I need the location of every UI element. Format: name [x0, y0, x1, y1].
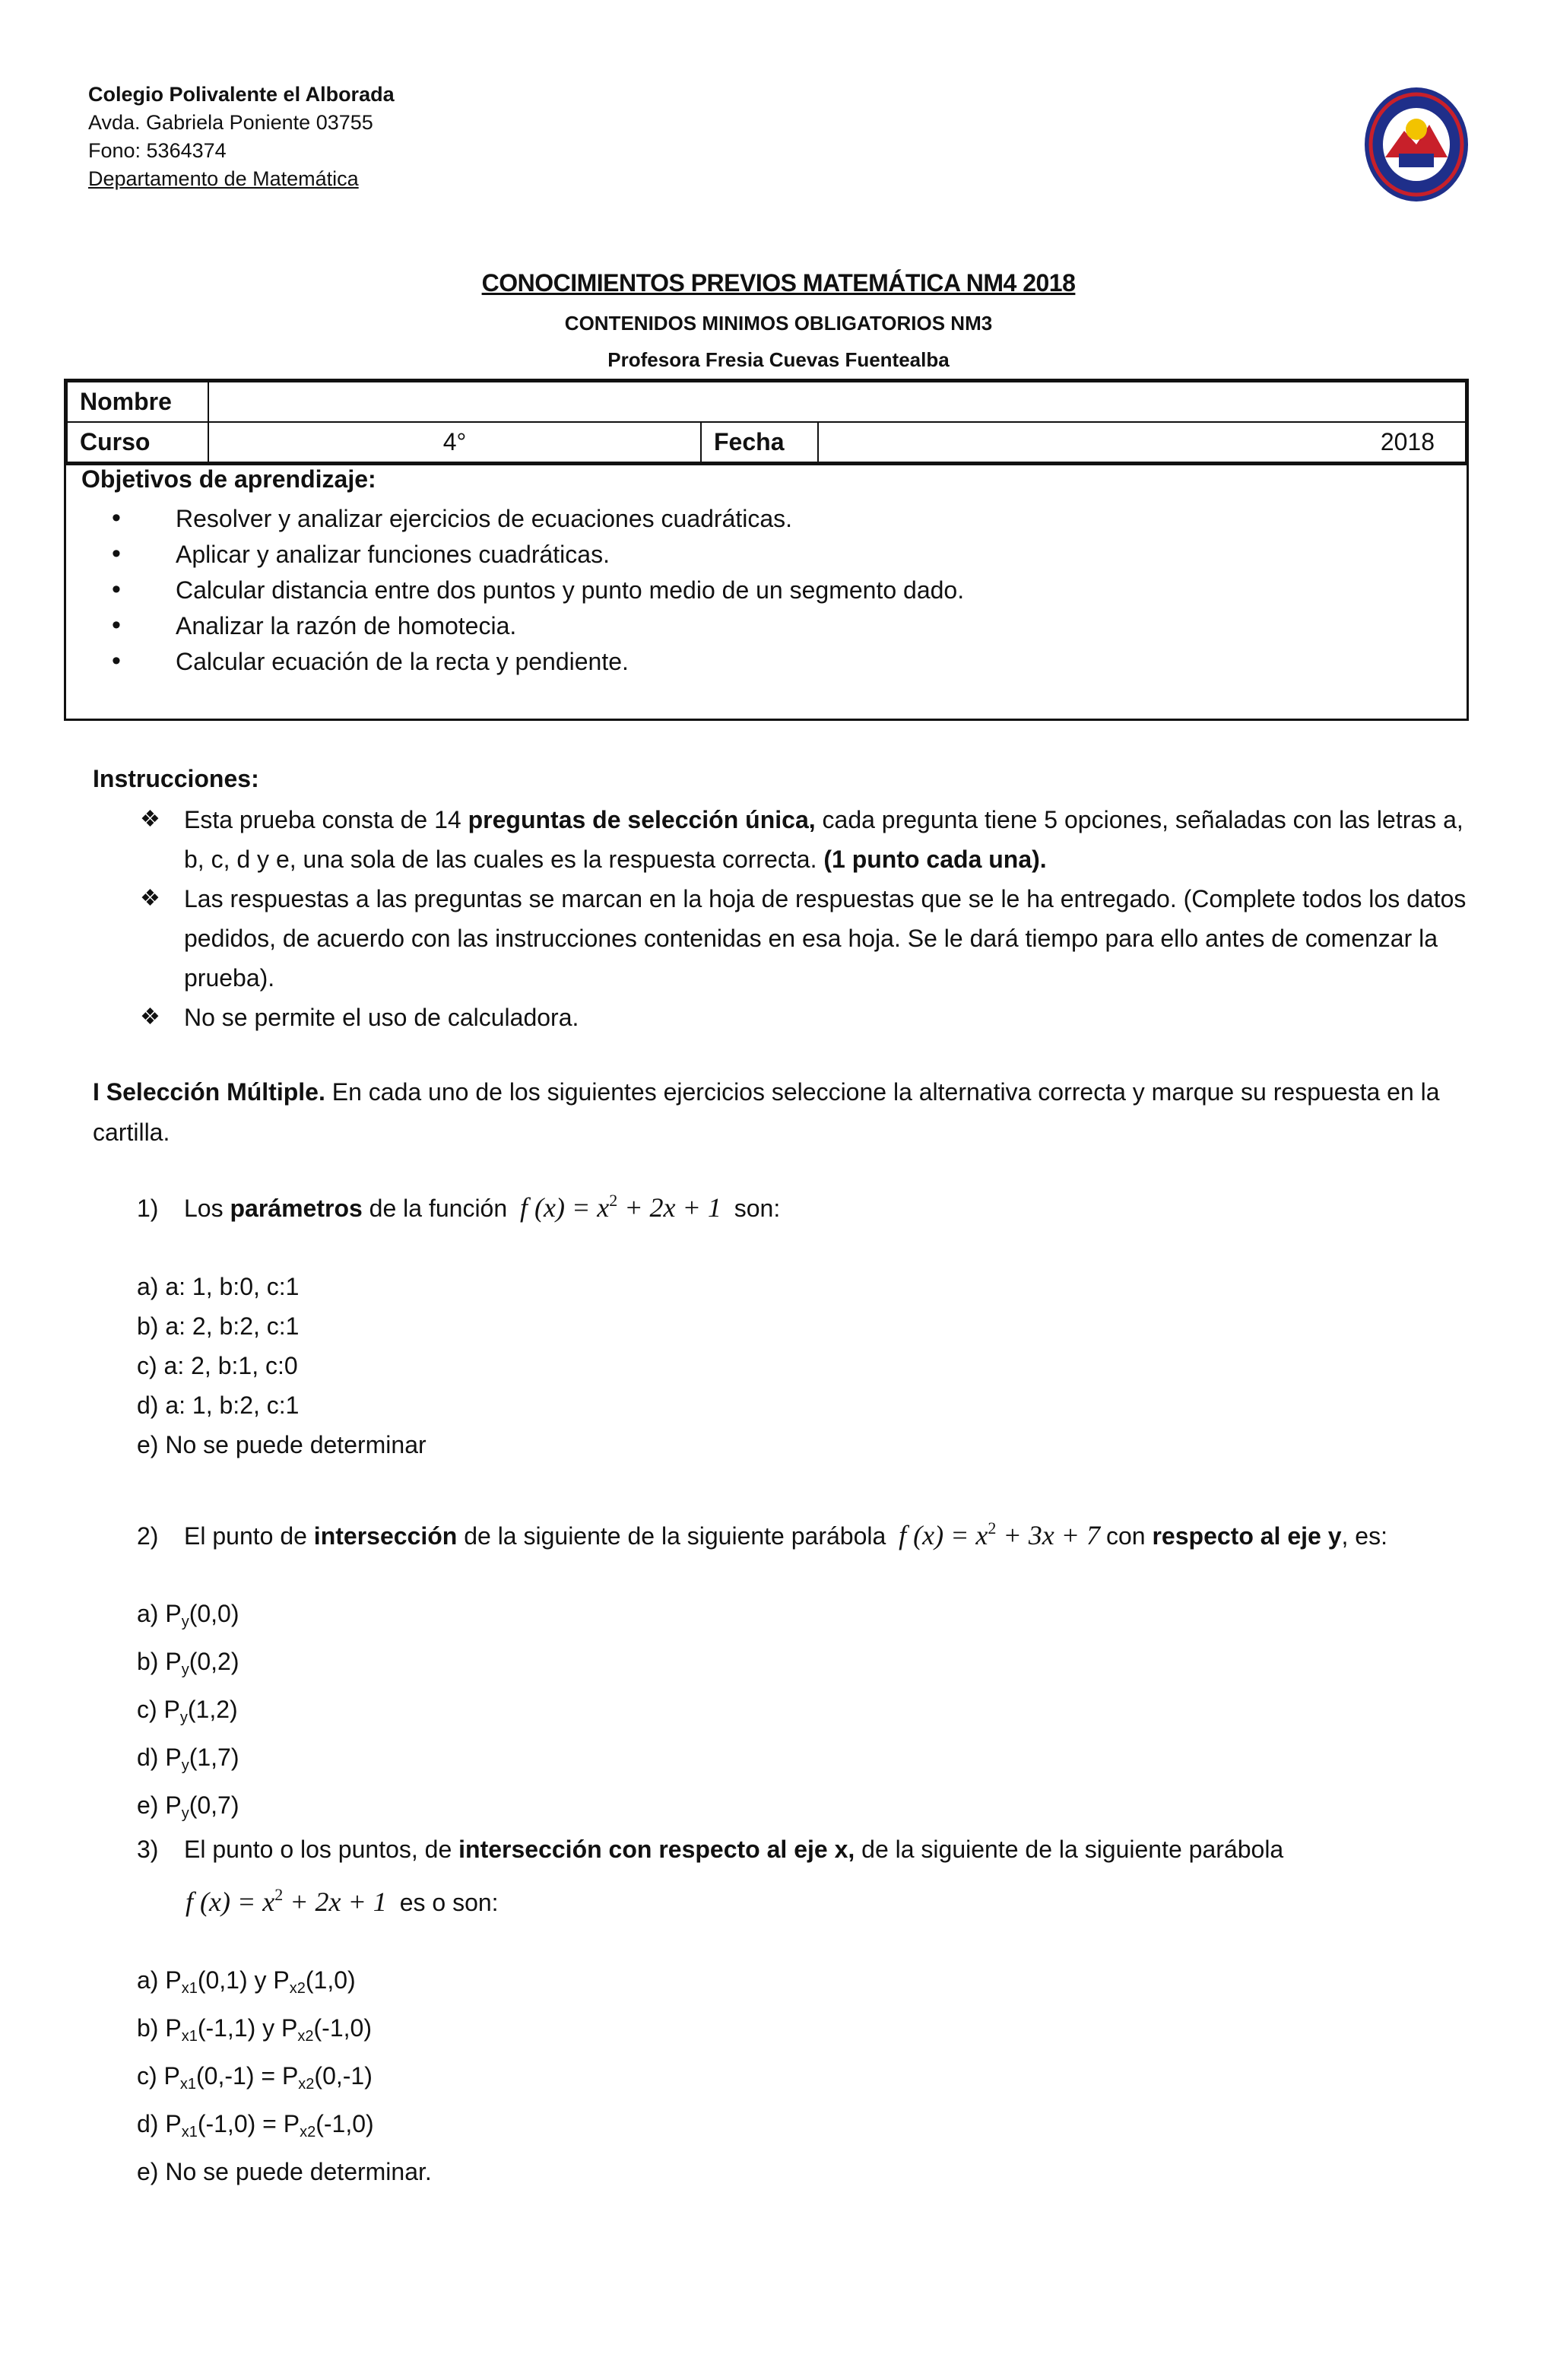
school-address: Avda. Gabriela Poniente 03755	[88, 111, 373, 134]
q3-option-e[interactable]: e) No se puede determinar.	[137, 2158, 432, 2185]
instruction-item: ❖ Esta prueba consta de 14 preguntas de selección única, cada pregunta tiene 5 opciones, señaladas con las letras a, b, c, d y e, una sola de las cuales es la respuesta correcta. (1 punto cada una).	[93, 800, 1469, 879]
curso-label: Curso	[67, 422, 208, 462]
q1-option-d[interactable]: d) a: 1, b:2, c:1	[137, 1392, 300, 1419]
section-title: I Selección Múltiple.	[93, 1078, 325, 1106]
section-intro	[93, 1072, 1469, 1153]
school-info	[88, 81, 395, 193]
instructions	[93, 759, 1469, 1037]
q3-options	[137, 1960, 432, 2191]
diamond-bullet-icon: ❖	[140, 1004, 160, 1030]
instruction-item: ❖ No se permite el uso de calculadora.	[93, 998, 1469, 1037]
objective-item: • Analizar la razón de homotecia.	[112, 608, 1451, 644]
q3-option-d[interactable]: d) $P_{x1}(-1,0) = P_{x2}(-1,0)$	[137, 2110, 374, 2140]
objective-item: • Aplicar y analizar funciones cuadráticas.	[112, 537, 1451, 573]
diamond-bullet-icon: ❖	[140, 807, 160, 832]
school-logo	[1362, 85, 1470, 204]
objectives-list	[81, 501, 1451, 680]
objective-item: • Calcular ecuación de la recta y pendiente.	[112, 644, 1451, 680]
nombre-label: Nombre	[67, 382, 208, 422]
question-3: 3) El punto o los puntos, de intersección con respecto al eje x, de la siguiente de la siguiente parábola f $(x) = x^2 + 2x + 1$ es o son:	[137, 1836, 1284, 1917]
q2-options	[137, 1594, 239, 1833]
school-department: Departamento de Matemática	[88, 167, 359, 190]
q3-option-b[interactable]: b) $P_{x1}(-1,1)$ y $P_{x2}(-1,0)$	[137, 2014, 372, 2045]
instruction-item: ❖ Las respuestas a las preguntas se marcan en la hoja de respuestas que se le ha entregado. (Complete todos los datos pedidos, de acuerdo con las instrucciones contenidas en esa hoja. Se le dará tiempo para ello antes de comenzar la prueba).	[93, 879, 1469, 998]
q2-option-d[interactable]: d) $P_y(1,7)$	[137, 1744, 239, 1774]
q1-formula: f $(x) = x^2 + 2x + 1$	[520, 1191, 721, 1223]
q1-option-c[interactable]: c) a: 2, b:1, c:0	[137, 1352, 298, 1379]
q1-option-a[interactable]: a) a: 1, b:0, c:1	[137, 1273, 300, 1300]
fecha-value[interactable]: 2018	[818, 422, 1466, 462]
q2-option-b[interactable]: b) $P_y(0,2)$	[137, 1648, 239, 1678]
nombre-field[interactable]	[208, 382, 1466, 422]
fecha-label: Fecha	[701, 422, 818, 462]
school-name: Colegio Polivalente el Alborada	[88, 83, 395, 106]
section-text: En cada uno de los siguientes ejercicios seleccione la alternativa correcta y marque su respuesta en la cartilla.	[93, 1078, 1440, 1146]
q2-option-a[interactable]: a) $P_y(0,0)$	[137, 1600, 239, 1630]
q3-option-a[interactable]: a) $P_{x1}(0,1)$ y $P_{x2}(1,0)$	[137, 1966, 356, 1997]
school-phone: Fono: 5364374	[88, 139, 227, 162]
objective-item: • Calcular distancia entre dos puntos y punto medio de un segmento dado.	[112, 573, 1451, 608]
objectives-heading: Objetivos de aprendizaje:	[81, 465, 376, 493]
q2-option-c[interactable]: c) $P_y(1,2)$	[137, 1696, 238, 1726]
q1-option-b[interactable]: b) a: 2, b:2, c:1	[137, 1312, 300, 1340]
curso-value[interactable]: 4°	[208, 422, 701, 462]
q2-formula: f $(x) = x^2 + 3x + 7$	[899, 1518, 1100, 1550]
q2-option-e[interactable]: e) $P_y(0,7)$	[137, 1791, 239, 1822]
q3-option-c[interactable]: c) $P_{x1}(0,-1) = P_{x2}(0,-1)$	[137, 2062, 373, 2093]
student-info-table	[64, 379, 1469, 465]
q3-formula: f $(x) = x^2 + 2x + 1$	[186, 1885, 387, 1917]
question-1: 1) Los parámetros de la función f $(x) = x^2 + 2x + 1$ son:	[137, 1191, 781, 1223]
diamond-bullet-icon: ❖	[140, 886, 160, 911]
question-2: 2) El punto de intersección de la siguiente de la siguiente parábola f $(x) = x^2 + 3x + 7$ con respecto al eje y, es:	[137, 1518, 1387, 1550]
objectives-box	[64, 459, 1469, 721]
teacher-name: Profesora Fresia Cuevas Fuentealba	[607, 348, 950, 371]
objective-item: • Resolver y analizar ejercicios de ecuaciones cuadráticas.	[112, 501, 1451, 537]
page-subtitle: CONTENIDOS MINIMOS OBLIGATORIOS NM3	[564, 312, 993, 335]
q1-options	[137, 1267, 427, 1464]
instructions-heading: Instrucciones:	[93, 765, 259, 792]
page-title: CONOCIMIENTOS PREVIOS MATEMÁTICA NM4 2018	[481, 269, 1076, 297]
q1-option-e[interactable]: e) No se puede determinar	[137, 1431, 427, 1458]
